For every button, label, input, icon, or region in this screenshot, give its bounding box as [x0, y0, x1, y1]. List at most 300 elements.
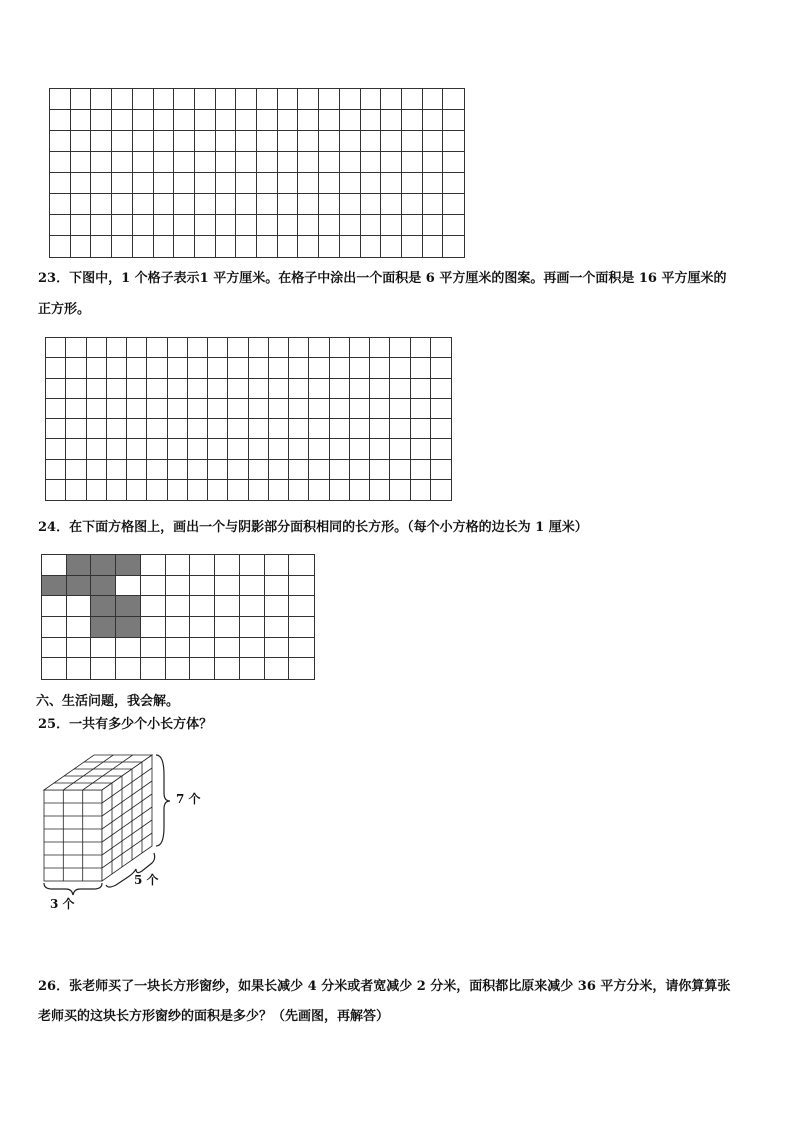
grid-cell[interactable]: [67, 658, 92, 679]
grid-cell[interactable]: [141, 576, 166, 597]
grid-cell[interactable]: [87, 439, 107, 459]
grid-cell-shaded[interactable]: [91, 596, 116, 617]
grid-cell: [174, 131, 195, 152]
grid-cell[interactable]: [269, 338, 289, 358]
grid-cell[interactable]: [390, 338, 410, 358]
grid-cell: [278, 152, 299, 173]
grid-cell[interactable]: [411, 399, 431, 419]
grid-cell[interactable]: [66, 460, 86, 480]
grid-cell[interactable]: [208, 439, 228, 459]
grid-cell-shaded[interactable]: [67, 555, 92, 576]
grid-cell[interactable]: [166, 617, 191, 638]
grid-cell[interactable]: [215, 596, 240, 617]
grid-cell[interactable]: [107, 338, 127, 358]
grid-cell[interactable]: [116, 638, 141, 659]
grid-cell[interactable]: [350, 358, 370, 378]
grid-cell[interactable]: [208, 419, 228, 439]
grid-cell[interactable]: [107, 439, 127, 459]
grid-cell[interactable]: [370, 399, 390, 419]
grid-cell[interactable]: [107, 419, 127, 439]
grid-cell[interactable]: [215, 617, 240, 638]
grid-cell[interactable]: [127, 460, 147, 480]
grid-cell[interactable]: [208, 379, 228, 399]
grid-cell[interactable]: [166, 576, 191, 597]
grid-cell[interactable]: [249, 480, 269, 500]
grid-cell: [71, 236, 92, 257]
grid-cell[interactable]: [215, 576, 240, 597]
grid-cell[interactable]: [370, 338, 390, 358]
grid-cell[interactable]: [42, 617, 67, 638]
grid-cell: [402, 131, 423, 152]
grid-cell: [443, 89, 464, 110]
grid-cell[interactable]: [240, 617, 265, 638]
grid-cell: [133, 236, 154, 257]
grid-cell[interactable]: [208, 480, 228, 500]
grid-cell[interactable]: [350, 419, 370, 439]
grid-cell[interactable]: [168, 399, 188, 419]
grid-cell[interactable]: [91, 638, 116, 659]
grid-cell[interactable]: [269, 439, 289, 459]
grid-cell[interactable]: [46, 460, 66, 480]
grid-cell[interactable]: [66, 399, 86, 419]
grid-cell[interactable]: [127, 338, 147, 358]
grid-cell[interactable]: [289, 419, 309, 439]
grid-cell[interactable]: [66, 439, 86, 459]
grid-cell[interactable]: [265, 638, 290, 659]
grid-cell[interactable]: [269, 358, 289, 378]
grid-cell[interactable]: [168, 460, 188, 480]
grid-cell[interactable]: [87, 460, 107, 480]
grid-cell[interactable]: [370, 358, 390, 378]
grid-cell[interactable]: [91, 658, 116, 679]
grid-cell: [257, 89, 278, 110]
grid-cell[interactable]: [208, 460, 228, 480]
grid-cell[interactable]: [249, 358, 269, 378]
grid-cell[interactable]: [168, 358, 188, 378]
grid-cell[interactable]: [190, 596, 215, 617]
grid-cell[interactable]: [188, 480, 208, 500]
grid-cell: [278, 173, 299, 194]
grid-cell[interactable]: [46, 399, 66, 419]
grid-cell[interactable]: [240, 596, 265, 617]
grid-cell[interactable]: [188, 419, 208, 439]
grid-cell: [50, 89, 71, 110]
grid-cell: [319, 110, 340, 131]
question-26-line2: 老师买的这块长方形窗纱的面积是多少？（先画图，再解答）: [38, 1009, 390, 1024]
grid-cell[interactable]: [87, 480, 107, 500]
grid-cell[interactable]: [127, 419, 147, 439]
grid-cell[interactable]: [116, 658, 141, 679]
grid-cell-shaded[interactable]: [67, 576, 92, 597]
grid-cell-shaded[interactable]: [91, 576, 116, 597]
grid-cell[interactable]: [190, 617, 215, 638]
grid-cell[interactable]: [147, 480, 167, 500]
grid-cell[interactable]: [228, 379, 248, 399]
grid-cell[interactable]: [249, 439, 269, 459]
grid-cell[interactable]: [107, 460, 127, 480]
grid-cell[interactable]: [431, 480, 451, 500]
grid-cell[interactable]: [66, 419, 86, 439]
grid-cell[interactable]: [147, 399, 167, 419]
grid-cell: [423, 215, 444, 236]
grid-cell: [361, 194, 382, 215]
grid-cell[interactable]: [265, 617, 290, 638]
grid-cell-shaded[interactable]: [116, 617, 141, 638]
grid-cell[interactable]: [249, 419, 269, 439]
grid-cell[interactable]: [289, 399, 309, 419]
grid-cell[interactable]: [350, 439, 370, 459]
grid-cell[interactable]: [249, 379, 269, 399]
grid-cell[interactable]: [67, 617, 92, 638]
grid-cell[interactable]: [42, 638, 67, 659]
grid-cell: [381, 110, 402, 131]
grid-cell-shaded[interactable]: [42, 576, 67, 597]
grid-cell[interactable]: [66, 358, 86, 378]
grid-cell[interactable]: [190, 576, 215, 597]
grid-cell[interactable]: [269, 399, 289, 419]
grid-cell[interactable]: [208, 338, 228, 358]
grid-question-23[interactable]: [45, 337, 452, 501]
grid-cell[interactable]: [42, 596, 67, 617]
grid-cell[interactable]: [87, 338, 107, 358]
grid-cell[interactable]: [46, 419, 66, 439]
grid-cell: [402, 236, 423, 257]
grid-cell: [216, 110, 237, 131]
grid-cell[interactable]: [147, 419, 167, 439]
grid-cell: [423, 194, 444, 215]
grid-cell[interactable]: [370, 419, 390, 439]
grid-cell[interactable]: [46, 338, 66, 358]
grid-cell[interactable]: [168, 419, 188, 439]
grid-cell[interactable]: [309, 379, 329, 399]
grid-cell: [91, 215, 112, 236]
grid-cell: [133, 173, 154, 194]
grid-cell: [298, 215, 319, 236]
grid-cell[interactable]: [228, 338, 248, 358]
grid-cell[interactable]: [166, 638, 191, 659]
grid-cell[interactable]: [188, 379, 208, 399]
grid-cell[interactable]: [350, 379, 370, 399]
grid-cell[interactable]: [265, 576, 290, 597]
grid-cell[interactable]: [147, 439, 167, 459]
grid-cell[interactable]: [168, 480, 188, 500]
grid-cell[interactable]: [215, 658, 240, 679]
grid-cell[interactable]: [265, 658, 290, 679]
grid-cell[interactable]: [330, 379, 350, 399]
grid-cell[interactable]: [168, 379, 188, 399]
grid-cell: [423, 131, 444, 152]
grid-cell: [71, 173, 92, 194]
grid-cell[interactable]: [309, 419, 329, 439]
grid-cell: [50, 110, 71, 131]
grid-cell[interactable]: [127, 399, 147, 419]
section-6-title: 六、生活问题，我会解。: [36, 694, 180, 709]
grid-cell[interactable]: [141, 596, 166, 617]
grid-cell[interactable]: [390, 419, 410, 439]
grid-cell[interactable]: [330, 439, 350, 459]
grid-cell[interactable]: [350, 338, 370, 358]
grid-cell[interactable]: [411, 379, 431, 399]
grid-cell: [298, 152, 319, 173]
width-brace: [44, 883, 102, 895]
grid-cell[interactable]: [265, 555, 290, 576]
grid-cell: [154, 110, 175, 131]
grid-cell[interactable]: [249, 460, 269, 480]
grid-cell: [361, 173, 382, 194]
grid-cell[interactable]: [116, 576, 141, 597]
grid-cell[interactable]: [166, 658, 191, 679]
grid-cell[interactable]: [350, 399, 370, 419]
grid-cell: [361, 110, 382, 131]
grid-cell[interactable]: [431, 460, 451, 480]
grid-cell: [195, 110, 216, 131]
grid-cell[interactable]: [390, 399, 410, 419]
grid-cell[interactable]: [127, 439, 147, 459]
grid-cell[interactable]: [330, 338, 350, 358]
grid-cell[interactable]: [350, 460, 370, 480]
grid-cell: [381, 152, 402, 173]
grid-cell: [381, 215, 402, 236]
grid-cell[interactable]: [107, 399, 127, 419]
grid-cell[interactable]: [411, 338, 431, 358]
grid-cell[interactable]: [390, 379, 410, 399]
grid-cell: [443, 152, 464, 173]
grid-cell: [50, 131, 71, 152]
grid-cell: [319, 194, 340, 215]
grid-cell[interactable]: [147, 358, 167, 378]
grid-cell[interactable]: [411, 460, 431, 480]
grid-cell[interactable]: [289, 617, 314, 638]
grid-cell[interactable]: [269, 480, 289, 500]
grid-cell[interactable]: [215, 638, 240, 659]
grid-cell[interactable]: [350, 480, 370, 500]
grid-cell: [71, 89, 92, 110]
grid-cell[interactable]: [431, 439, 451, 459]
grid-cell[interactable]: [166, 555, 191, 576]
grid-cell[interactable]: [411, 439, 431, 459]
grid-cell: [195, 215, 216, 236]
grid-cell[interactable]: [269, 460, 289, 480]
grid-cell-shaded[interactable]: [91, 555, 116, 576]
grid-cell-shaded[interactable]: [91, 617, 116, 638]
grid-cell: [236, 215, 257, 236]
grid-cell[interactable]: [147, 338, 167, 358]
grid-cell[interactable]: [188, 399, 208, 419]
grid-cell: [112, 173, 133, 194]
grid-cell[interactable]: [168, 338, 188, 358]
grid-cell[interactable]: [228, 460, 248, 480]
grid-cell: [381, 194, 402, 215]
grid-cell[interactable]: [390, 358, 410, 378]
grid-cell[interactable]: [127, 480, 147, 500]
grid-cell: [340, 152, 361, 173]
grid-cell[interactable]: [188, 358, 208, 378]
grid-cell[interactable]: [141, 638, 166, 659]
grid-cell[interactable]: [42, 658, 67, 679]
grid-cell[interactable]: [289, 379, 309, 399]
grid-cell: [174, 89, 195, 110]
grid-cell[interactable]: [431, 399, 451, 419]
grid-cell: [298, 194, 319, 215]
grid-cell[interactable]: [228, 399, 248, 419]
grid-cell[interactable]: [190, 658, 215, 679]
grid-cell[interactable]: [46, 358, 66, 378]
grid-cell[interactable]: [390, 460, 410, 480]
grid-cell[interactable]: [67, 638, 92, 659]
grid-cell: [298, 89, 319, 110]
grid-cell[interactable]: [431, 338, 451, 358]
grid-cell[interactable]: [330, 399, 350, 419]
grid-cell[interactable]: [249, 399, 269, 419]
grid-cell-shaded[interactable]: [116, 555, 141, 576]
grid-cell[interactable]: [269, 379, 289, 399]
grid-cell[interactable]: [166, 596, 191, 617]
grid-cell[interactable]: [87, 419, 107, 439]
question-25-text: 25．一共有多少个小长方体？: [38, 717, 213, 732]
grid-cell[interactable]: [42, 555, 67, 576]
grid-cell: [236, 236, 257, 257]
grid-cell[interactable]: [309, 338, 329, 358]
grid-cell[interactable]: [411, 480, 431, 500]
grid-cell: [257, 236, 278, 257]
grid-cell: [402, 152, 423, 173]
grid-cell[interactable]: [289, 658, 314, 679]
grid-cell[interactable]: [370, 460, 390, 480]
grid-cell[interactable]: [208, 399, 228, 419]
grid-cell[interactable]: [188, 439, 208, 459]
grid-cell[interactable]: [370, 379, 390, 399]
grid-cell: [154, 194, 175, 215]
question-26-line1: 26．张老师买了一块长方形窗纱，如果长减少 4 分米或者宽减少 2 分米，面积都比原来减少 36 平方分米，请你算算张: [38, 979, 731, 994]
grid-cell[interactable]: [431, 419, 451, 439]
grid-cell[interactable]: [87, 399, 107, 419]
grid-cell[interactable]: [289, 638, 314, 659]
grid-cell[interactable]: [147, 460, 167, 480]
grid-cell[interactable]: [249, 338, 269, 358]
grid-cell[interactable]: [390, 480, 410, 500]
grid-cell[interactable]: [330, 480, 350, 500]
grid-cell[interactable]: [309, 480, 329, 500]
label-width: 3 个: [50, 897, 75, 911]
grid-cell[interactable]: [208, 358, 228, 378]
grid-cell[interactable]: [66, 379, 86, 399]
grid-cell: [381, 236, 402, 257]
grid-cell: [174, 110, 195, 131]
grid-cell[interactable]: [46, 379, 66, 399]
grid-cell[interactable]: [87, 379, 107, 399]
grid-cell[interactable]: [289, 576, 314, 597]
grid-cell[interactable]: [190, 555, 215, 576]
grid-cell[interactable]: [46, 480, 66, 500]
grid-cell: [50, 173, 71, 194]
grid-cell[interactable]: [190, 638, 215, 659]
grid-cell[interactable]: [289, 358, 309, 378]
grid-cell[interactable]: [147, 379, 167, 399]
grid-cell[interactable]: [228, 358, 248, 378]
grid-cell[interactable]: [141, 555, 166, 576]
grid-cell: [91, 173, 112, 194]
grid-cell-shaded[interactable]: [116, 596, 141, 617]
grid-cell[interactable]: [269, 419, 289, 439]
grid-cell[interactable]: [390, 439, 410, 459]
grid-question-24[interactable]: [41, 554, 315, 680]
grid-cell: [133, 215, 154, 236]
grid-cell[interactable]: [228, 439, 248, 459]
grid-cell[interactable]: [265, 596, 290, 617]
grid-cell: [361, 152, 382, 173]
grid-cell[interactable]: [411, 358, 431, 378]
grid-cell[interactable]: [431, 379, 451, 399]
grid-cell[interactable]: [431, 358, 451, 378]
grid-cell: [361, 236, 382, 257]
grid-cell[interactable]: [289, 460, 309, 480]
grid-cell[interactable]: [289, 338, 309, 358]
grid-cell: [174, 236, 195, 257]
grid-cell[interactable]: [67, 596, 92, 617]
grid-cell[interactable]: [188, 338, 208, 358]
grid-cell[interactable]: [289, 596, 314, 617]
grid-cell[interactable]: [228, 480, 248, 500]
grid-cell: [112, 131, 133, 152]
grid-cell[interactable]: [330, 419, 350, 439]
grid-cell[interactable]: [87, 358, 107, 378]
grid-cell[interactable]: [330, 358, 350, 378]
grid-cell: [112, 89, 133, 110]
grid-cell[interactable]: [240, 555, 265, 576]
grid-cell: [112, 110, 133, 131]
grid-cell[interactable]: [66, 480, 86, 500]
grid-cell[interactable]: [370, 439, 390, 459]
grid-cell[interactable]: [228, 419, 248, 439]
grid-cell[interactable]: [107, 358, 127, 378]
grid-cell[interactable]: [370, 480, 390, 500]
grid-cell[interactable]: [240, 638, 265, 659]
grid-cell[interactable]: [127, 379, 147, 399]
grid-cell[interactable]: [127, 358, 147, 378]
grid-cell[interactable]: [309, 460, 329, 480]
grid-cell: [216, 89, 237, 110]
grid-cell[interactable]: [141, 617, 166, 638]
grid-cell: [298, 236, 319, 257]
grid-cell: [112, 215, 133, 236]
grid-cell[interactable]: [168, 439, 188, 459]
grid-cell[interactable]: [46, 439, 66, 459]
grid-cell[interactable]: [309, 439, 329, 459]
grid-cell[interactable]: [66, 338, 86, 358]
grid-cell[interactable]: [107, 480, 127, 500]
grid-cell: [91, 89, 112, 110]
grid-cell[interactable]: [289, 439, 309, 459]
grid-cell[interactable]: [141, 658, 166, 679]
grid-cell[interactable]: [188, 460, 208, 480]
grid-cell: [236, 110, 257, 131]
grid-cell[interactable]: [107, 379, 127, 399]
height-brace: [156, 755, 170, 846]
label-height: 7 个: [176, 792, 201, 806]
grid-cell[interactable]: [215, 555, 240, 576]
grid-cell[interactable]: [330, 460, 350, 480]
grid-cell[interactable]: [289, 555, 314, 576]
grid-cell: [319, 89, 340, 110]
grid-cell[interactable]: [240, 576, 265, 597]
grid-cell: [340, 173, 361, 194]
grid-cell: [174, 173, 195, 194]
grid-cell[interactable]: [289, 480, 309, 500]
grid-cell[interactable]: [309, 399, 329, 419]
grid-cell[interactable]: [411, 419, 431, 439]
grid-cell[interactable]: [309, 358, 329, 378]
grid-cell[interactable]: [240, 658, 265, 679]
